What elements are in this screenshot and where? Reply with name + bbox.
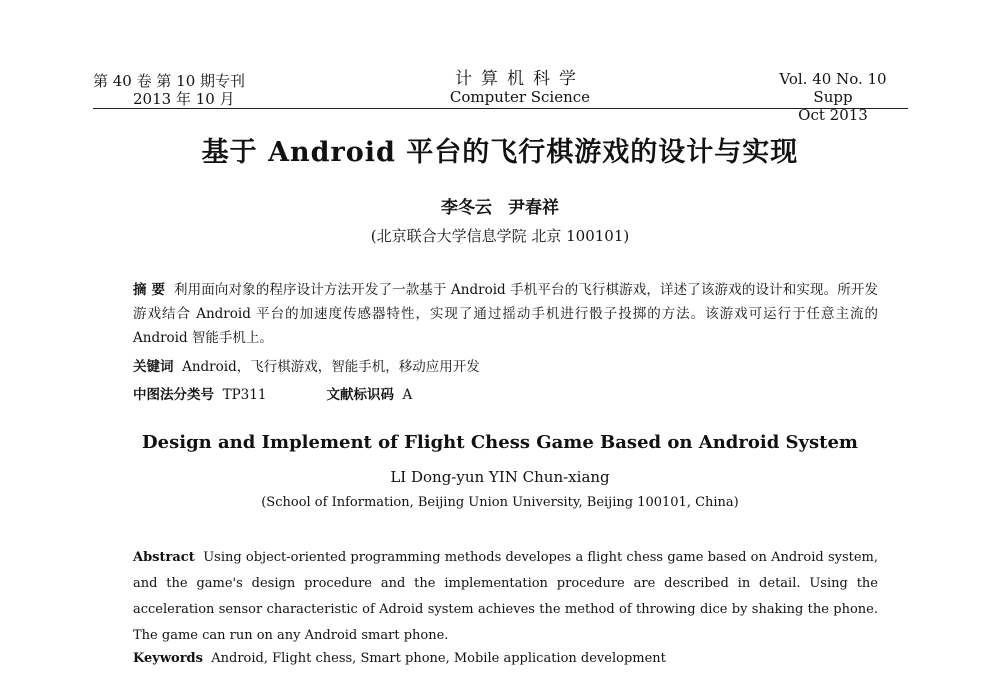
- abstract-cn: [133, 278, 878, 350]
- authors-cn: 李冬云 尹春祥: [441, 198, 559, 218]
- volume-issue: 第 40 卷 第 10 期专刊: [93, 72, 246, 90]
- journal-name-en: Computer Science: [449, 88, 591, 106]
- issue-date-cn: 2013 年 10 月: [133, 90, 235, 108]
- authors-en: LI Dong-yun YIN Chun-xiang: [390, 468, 610, 486]
- abstract-en-text: Using object-oriented programming methods developes a flight chess game based on Android system, and the game's design procedure and the implementation procedure are described in detail. Using the acceleration sensor characteristic of Adroid system achieves the method of throwing dice by shaking the phone. The game can run on any Android smart phone.: [133, 550, 879, 643]
- clc-label: 中图法分类号: [133, 387, 214, 403]
- header-rule: [93, 108, 908, 109]
- affiliation-en: (School of Information, Beijing Union University, Beijing 100101, China): [261, 495, 739, 510]
- keywords-cn: [133, 355, 878, 375]
- doc-code-value: A: [402, 387, 413, 403]
- issue-date-en: Oct 2013: [798, 106, 868, 124]
- abstract-en-label: Abstract: [133, 550, 195, 565]
- journal-volume-en: [758, 70, 908, 124]
- clc-value: TP311: [222, 387, 267, 403]
- paper-title-cn: 基于 Android 平台的飞行棋游戏的设计与实现: [201, 137, 799, 168]
- journal-name: [430, 70, 610, 106]
- keywords-cn-label: 关键词: [133, 359, 174, 375]
- abstract-cn-text: 利用面向对象的程序设计方法开发了一款基于 Android 手机平台的飞行棋游戏，详述了该游戏的设计和实现。所开发游戏结合 Android 平台的加速度传感器特性，实现了通过摇动手机进行骰子投掷的方法。该游戏可运行于任意主流的 Android 智能手机上。: [133, 282, 879, 346]
- keywords-en-label: Keywords: [133, 651, 203, 666]
- volume-en: Vol. 40 No. 10 Supp: [779, 70, 887, 106]
- abstract-cn-label: 摘 要: [133, 282, 166, 298]
- keywords-en: [133, 651, 878, 666]
- journal-issue-info: [93, 72, 245, 108]
- abstract-en: [133, 545, 878, 649]
- doc-code-label: 文献标识码: [326, 387, 394, 403]
- keywords-cn-text: Android，飞行棋游戏，智能手机，移动应用开发: [182, 359, 480, 375]
- journal-name-cn: 计算机科学: [455, 69, 585, 89]
- classification-line: [133, 383, 878, 403]
- affiliation-cn: (北京联合大学信息学院 北京 100101): [370, 227, 630, 245]
- keywords-en-text: Android, Flight chess, Smart phone, Mobile application development: [211, 651, 666, 666]
- paper-title-en: Design and Implement of Flight Chess Game Based on Android System: [142, 432, 858, 453]
